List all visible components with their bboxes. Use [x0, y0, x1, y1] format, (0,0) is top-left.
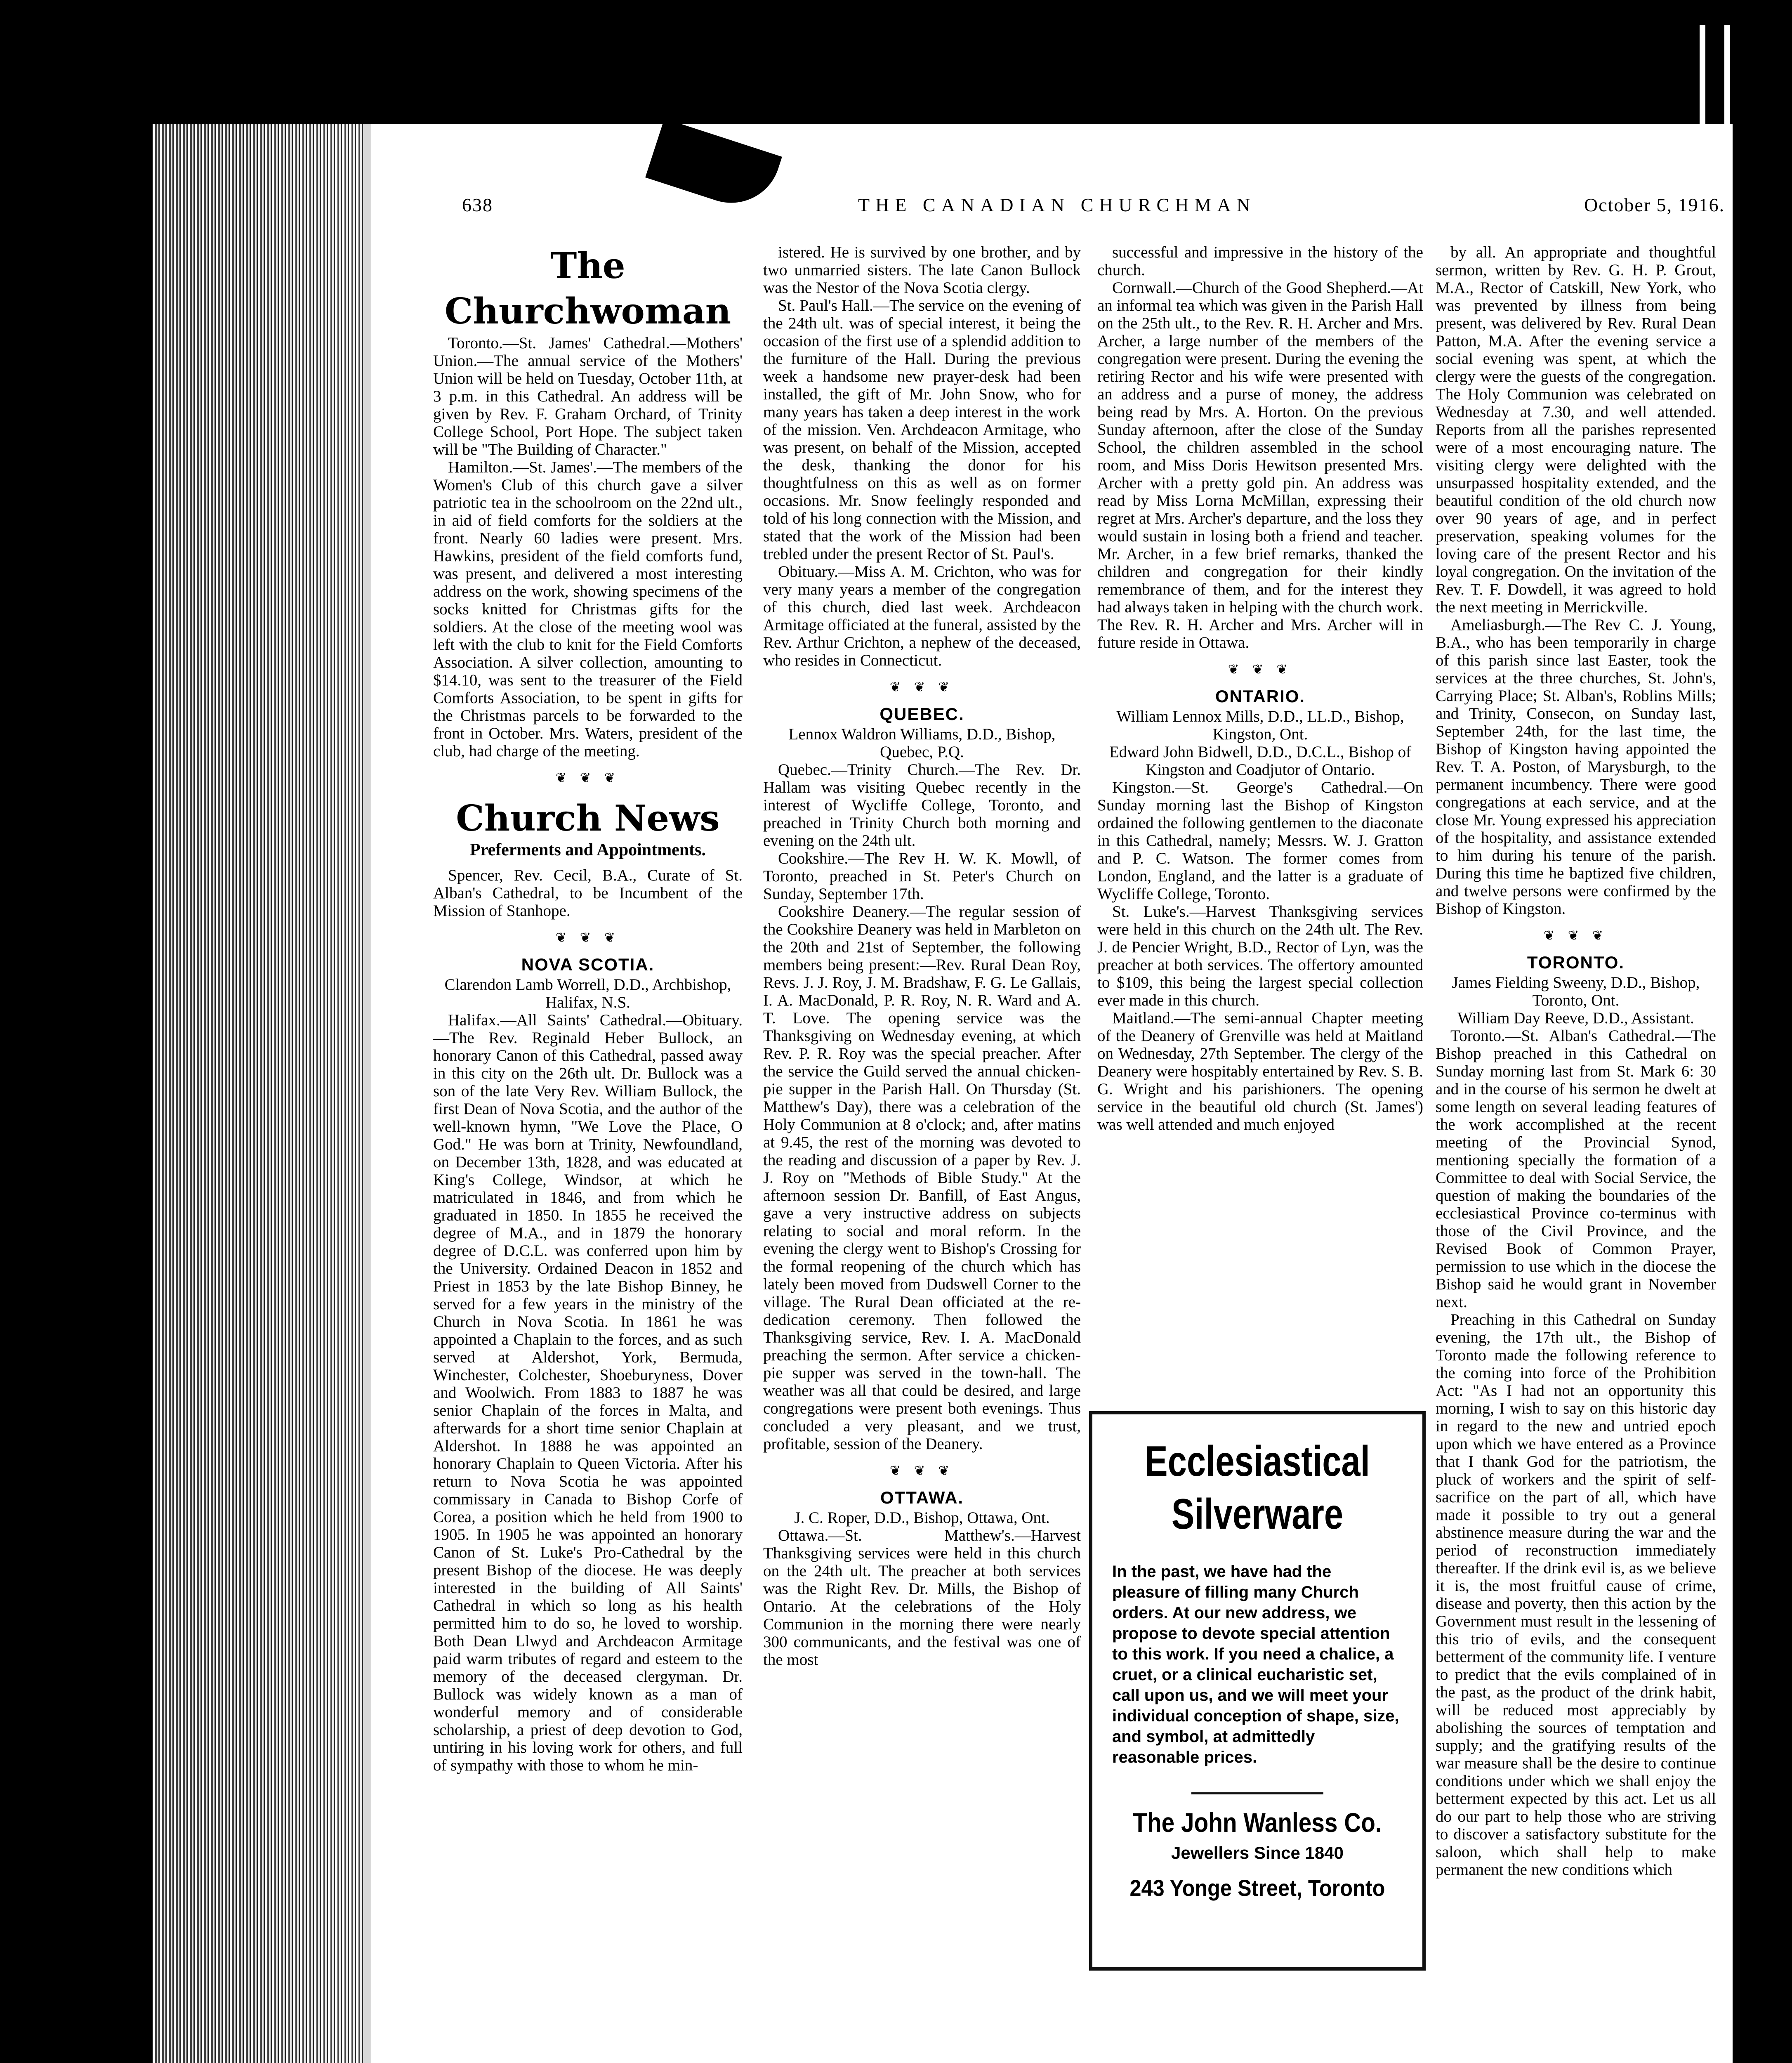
ornament: ❦ ❦ ❦ — [889, 1463, 955, 1478]
ad-body: In the past, we have had the pleasure of filling many Church orders. At our new address, we propose to devote special attention to this work. If you need a chalice, a cruet, or a clinical eucharistic set, call upon us, and we will meet your individual conception of shape, size, and symbol, at admittedly reasonable prices. — [1112, 1563, 1399, 1766]
bishop-line: Clarendon Lamb Worrell, D.D., Archbishop, Halifax, N.S. — [444, 976, 731, 1011]
article-prohibition-sermon: Preaching in this Cathedral on Sunday evening, the 17th ult., the Bishop of Toronto made the following reference to the coming into force of the Prohibition Act: "As I had not an opportunity this morning, I wish to say on this historic day in regard to the new and untried epoch upon which we have entered as a Province that I thank God for the patriotism, the pluck of workers and the spirit of self-sacrifice on the part of all, which have made it possible to try out a general abstinence measure during the war and the period of reconstruction immediately thereafter. If the drink evil is, as we believe it is, the most fruitful cause of crime, disease and poverty, then this action by the Government must result in the lessening of this trio of evils, and the consequent betterment of the community life. I venture to predict that the evils complained of in the past, as the product of the drink habit, will be reduced most appreciably by abolishing the sources of temptation and supply; and the gratifying results of the war measure shall be the desire to continue conditions under which we shall enjoy the betterment expected by this act. Let us all do our part to help those who are striving to discover a satisfactory substitute for the saloon, which shall help to make permanent the new conditions which — [1436, 1311, 1716, 1879]
article-kingston: Kingston.—St. George's Cathedral.—On Sunday morning last the Bishop of Kingston ordained the following gentlemen to the diaconate in this Cathedral, namely; Messrs. W. J. Gratton and P. C. Watson. The former comes from London, England, and the latter is a graduate of Wycliffe College, Toronto. — [1097, 779, 1423, 903]
ornament: ❦ ❦ ❦ — [1543, 928, 1608, 943]
advertisement-wanless — [1089, 1411, 1426, 1971]
book-page-edges — [153, 124, 367, 2063]
article-hamilton: Hamilton.—St. James'.—The members of the Women's Club of this church gave a silver patriotic tea in the schoolroom on the 22nd ult., in aid of field comforts for the soldiers at the front. Nearly 60 ladies were present. Mrs. Hawkins, president of the field comforts fund, was present, and delivered a most interesting address on the work, showing specimens of the socks knitted for Christmas gifts for the soldiers. At the close of the meeting wool was left with the club to knit for the Field Comforts Association. A silver collection, amounting to $14.10, was sent to the treasurer of the Field Comforts Association, to be spent in gifts for the Christmas parcels to be forwarded to the front in October. Mrs. Waters, president of the club, had charge of the meeting. — [433, 458, 743, 760]
assistant-bishop-line: William Day Reeve, D.D., Assistant. — [1457, 1009, 1694, 1027]
ad-company: The John Wanless Co. — [1133, 1807, 1382, 1838]
article-quebec-trinity: Quebec.—Trinity Church.—The Rev. Dr. Hallam was visiting Quebec recently in the interest of Wycliffe College, Toronto, and preached in Trinity Church both morning and evening on the 24th ult. — [763, 761, 1081, 850]
article-halifax-obituary: Halifax.—All Saints' Cathedral.—Obituary.—The Rev. Reginald Heber Bullock, an honorary Canon of this Cathedral, passed away in this city on the 26th ult. Dr. Bullock was a son of the late Very Rev. William Bullock, the first Dean of Nova Scotia, and the author of the well-known hymn, "We Love the Place, O God." He was born at Trinity, Newfoundland, on December 13th, 1828, and was educated at King's College, Windsor, at which he matriculated in 1846, and from which he graduated in 1850. In 1855 he received the degree of M.A., and in 1879 the honorary degree of D.C.L. was conferred upon him by the University. Ordained Deacon in 1852 and Priest in 1853 by the late Bishop Binney, he served for a few years in the ministry of the Church in Nova Scotia. In 1861 he was appointed a Chaplain to the forces, and as such served at Aldershot, York, Bermuda, Winchester, Colchester, Shoeburyness, Dover and Woolwich. From 1883 to 1887 he was senior Chaplain of the forces in Malta, and afterwards for a short time senior Chaplain at Aldershot. In 1888 he was appointed an honorary Chaplain to Queen Victoria. After his return to Nova Scotia he was appointed commissary in Canada to Bishop Corfe of Corea, a position which he held from 1900 to 1905. In 1905 he was appointed an honorary Canon of St. Luke's Pro-Cathedral by the present Bishop of the diocese. He was deeply interested in the building of All Saints' Cathedral in which so long as his health permitted him to do so, he loved to worship. Both Dean Llwyd and Archdeacon Armitage paid warm tributes of regard and esteem to the memory of the deceased clergyman. Dr. Bullock was widely known as a man of wonderful memory and of considerable scholarship, a priest of deep devotion to God, untiring in his loving work for others, and full of sympathy with those to whom he min- — [433, 1011, 743, 1774]
article-st-lukes: St. Luke's.—Harvest Thanksgiving services were held in this church on the 24th ult. The Rev. J. de Pencier Wright, B.D., Rector of Lyn, was the preacher at both services. The offertory amounted to $109, this being the largest special collection ever made in this church. — [1097, 903, 1423, 1009]
article-ottawa-st-matthews: Ottawa.—St. Matthew's.—Harvest Thanksgiving services were held in this church on the 24th ult. The preacher at both services was the Right Rev. Dr. Mills, the Bishop of Ontario. At the celebrations of the Holy Communion in the morning there were nearly 300 communicants, and the festival was one of the most — [763, 1527, 1081, 1669]
article-obituary-crichton: Obituary.—Miss A. M. Crichton, who was for very many years a member of the congregation of this church, died last week. Archdeacon Armitage officiated at the funeral, assisted by the Rev. Arthur Crichton, a nephew of the deceased, who resides in Connecticut. — [763, 563, 1081, 669]
article-cookshire: Cookshire.—The Rev H. W. K. Mowll, of Toronto, preached in St. Peter's Church on Sunday, September 17th. — [763, 850, 1081, 903]
bishop-line: Lennox Waldron Williams, D.D., Bishop, Quebec, P.Q. — [788, 725, 1056, 761]
article-spencer: Spencer, Rev. Cecil, B.A., Curate of St. Alban's Cathedral, to be Incumbent of the Mission of Stanhope. — [433, 866, 743, 920]
diocese-heading-ottawa: OTTAWA. — [880, 1488, 964, 1507]
diocese-heading-toronto: TORONTO. — [1527, 953, 1625, 972]
bishop-line: William Lennox Mills, D.D., LL.D., Bishop, Kingston, Ont. — [1116, 708, 1404, 743]
bishop-line: James Fielding Sweeny, D.D., Bishop, Toronto, Ont. — [1452, 974, 1700, 1009]
article-continued: successful and impressive in the history of the church. — [1097, 243, 1423, 279]
issue-date: October 5, 1916. — [1584, 194, 1725, 215]
ad-title-line: Silverware — [1171, 1490, 1344, 1538]
article-st-albans: Toronto.—St. Alban's Cathedral.—The Bishop preached in this Cathedral on Sunday morning last from St. Mark 6: 30 and in the course of his sermon he dwelt at some length on several leading features of the work accomplished at the recent meeting of the Provincial Synod, mentioning specially the formation of a Committee to deal with Social Service, the question of making the boundaries of the ecclesiastical Province co-terminus with those of the Civil Province, and the Revised Book of Common Prayer, permission to use which in the diocese the Bishop said he would grant in November next. — [1436, 1027, 1716, 1311]
article-ameliasburgh: Ameliasburgh.—The Rev C. J. Young, B.A., who has been temporarily in charge of this parish since last Easter, took the services at the three churches, St. John's, Carrying Place; St. Alban's, Roblins Mills; and Trinity, Consecon, on Sunday last, September 24th, for the last time, the Bishop of Kingston having appointed the Rev. T. A. Poston, of Marysburgh, to the permanent incumbency. There were good congregations at each service, and at the close Mr. Young expressed his appreciation of the hospitality, and assistance extended to him during his tenure of the parish. During this time he baptized five children, and twelve persons were confirmed by the Bishop of Kingston. — [1436, 616, 1716, 918]
column-3 — [1097, 243, 1423, 1133]
ornament: ❦ ❦ ❦ — [889, 680, 955, 694]
ad-address: 243 Yonge Street, Toronto — [1129, 1875, 1385, 1901]
ad-title-line: Ecclesiastical — [1145, 1437, 1370, 1485]
ornament: ❦ ❦ ❦ — [555, 930, 620, 945]
ad-title — [1125, 1435, 1389, 1541]
article-maitland: Maitland.—The semi-annual Chapter meeting of the Deanery of Grenville was held at Maitland on Wednesday, 27th September. The clergy of the Deanery were hospitably entertained by Rev. S. B. G. Wright and his parishioners. The opening service in the beautiful old church (St. James') was well attended and much enjoyed — [1097, 1009, 1423, 1133]
diocese-heading-quebec: QUEBEC. — [879, 704, 964, 724]
subheading-preferments: Preferments and Appointments. — [469, 840, 706, 859]
article-st-pauls-hall: St. Paul's Hall.—The service on the evening of the 24th ult. was of special interest, it being the occasion of the first use of a splendid addition to the furniture of the Hall. During the previous week a handsome new prayer-desk had been installed, the gift of Mr. John Snow, who for many years has taken a deep interest in the work of the mission. Ven. Archdeacon Armitage, who was present, on behalf of the Mission, accepted the desk, thanking the donor for his thoughtfulness on this as well as on former occasions. Mr. Snow feelingly responded and told of his long connection with the Mission, and stated that the work of the Mission had been trebled under the present Rector of St. Paul's. — [763, 297, 1081, 563]
section-title-churchwoman: The Churchwoman — [444, 245, 731, 332]
ornament: ❦ ❦ ❦ — [555, 770, 620, 785]
article-toronto-mothers-union: Toronto.—St. James' Cathedral.—Mothers' Union.—The annual service of the Mothers' Union will be held on Tuesday, October 11th, at 3 p.m. in this Cathedral. An address will be given by Rev. F. Graham Orchard, of Trinity College School, Port Hope. The subject taken will be "The Building of Character." — [433, 334, 743, 458]
column-2 — [763, 243, 1081, 1669]
ad-divider — [1191, 1792, 1323, 1794]
page-number: 638 — [462, 194, 493, 215]
column-4 — [1436, 243, 1716, 1879]
article-continued: istered. He is survived by one brother, and by two unmarried sisters. The late Canon Bullock was the Nestor of the Nova Scotia clergy. — [763, 243, 1081, 297]
diocese-heading-nova-scotia: NOVA SCOTIA. — [521, 955, 655, 974]
film-edge-mark — [1724, 25, 1730, 124]
article-cookshire-deanery: Cookshire Deanery.—The regular session of the Cookshire Deanery was held in Marbleton on the 20th and 21st of September, the following members being present:—Rev. Rural Dean Roy, Revs. J. J. Roy, J. M. Bradshaw, F. G. Le Gallais, I. A. MacDonald, P. R. Roy, N. R. Ward and A. T. Love. The opening service was the Thanksgiving on Wednesday evening, at which Rev. P. R. Roy was the special preacher. After the service the Guild served the annual chicken-pie supper in the Parish Hall. On Thursday (St. Matthew's Day), there was a celebration of the Holy Communion at 8 o'clock; and, after matins at 9.45, the rest of the morning was devoted to the reading and discussion of a paper by Rev. J. J. Roy on "Methods of Bible Study." At the afternoon session Dr. Banfill, of East Angus, gave a very instructive address on subjects relating to social and moral reform. In the evening the clergy went to Bishop's Crossing for the formal reopening of the church which has lately been moved from Dudswell Corner to the village. The Rural Dean officiated at the re-dedication ceremony. Then followed the Thanksgiving service, Rev. I. A. MacDonald preaching the sermon. After service a chicken-pie supper was served in the town-hall. The weather was all that could be desired, and large congregations were present both evenings. Thus concluded a very pleasant, and we trust, profitable, session of the Deanery. — [763, 903, 1081, 1453]
ad-since: Jewellers Since 1840 — [1171, 1843, 1344, 1862]
ornament: ❦ ❦ ❦ — [1228, 662, 1293, 677]
coadjutor-line: Edward John Bidwell, D.D., D.C.L., Bishop of Kingston and Coadjutor of Ontario. — [1109, 743, 1412, 779]
article-continued: by all. An appropriate and thoughtful sermon, written by Rev. G. H. P. Grout, M.A., Rector of Catskill, New York, who was prevented by illness from being present, was delivered by Rev. Rural Dean Patton, M.A. After the evening service a social evening was spent, at which the clergy were the guests of the congregation. The Holy Communion was celebrated on Wednesday at 7.30, and well attended. Reports from all the parishes represented were of a most encouraging nature. The visiting clergy were delighted with the unsurpassed hospitality extended, and the beautiful condition of the old church now over 90 years of age, and in perfect preservation, speaking volumes for the loving care of the present Rector and his loyal congregation. On the invitation of the Rev. T. F. Dowdell, it was agreed to hold the next meeting in Merrickville. — [1436, 243, 1716, 616]
masthead: THE CANADIAN CHURCHMAN — [858, 194, 1256, 215]
diocese-heading-ontario: ONTARIO. — [1215, 687, 1306, 706]
column-1 — [433, 243, 743, 1774]
film-edge-mark — [1700, 25, 1705, 124]
section-title-church-news: Church News — [456, 798, 720, 839]
article-cornwall: Cornwall.—Church of the Good Shepherd.—At an informal tea which was given in the Parish Hall on the 25th ult., to the Rev. R. H. Archer and Mrs. Archer, a large number of the members of the congregation were present. During the evening the retiring Rector and his wife were presented with an address and a purse of money, the address being read by Mrs. A. Horton. On the previous Sunday afternoon, after the close of the Sunday School, the children assembled in the school room, and Miss Doris Hewitson presented Mrs. Archer with a pretty gold pin. An address was read by Miss Lorna McMillan, expressing their regret at Mrs. Archer's departure, and the loss they would sustain in losing both a friend and teacher. Mr. Archer, in a few brief remarks, thanked the children and congregation for their kindly remembrance of them, and for the interest they had always taken in helping with the church work. The Rev. R. H. Archer and Mrs. Archer will in future reside in Ottawa. — [1097, 279, 1423, 651]
bishop-line: J. C. Roper, D.D., Bishop, Ottawa, Ont. — [794, 1509, 1050, 1527]
